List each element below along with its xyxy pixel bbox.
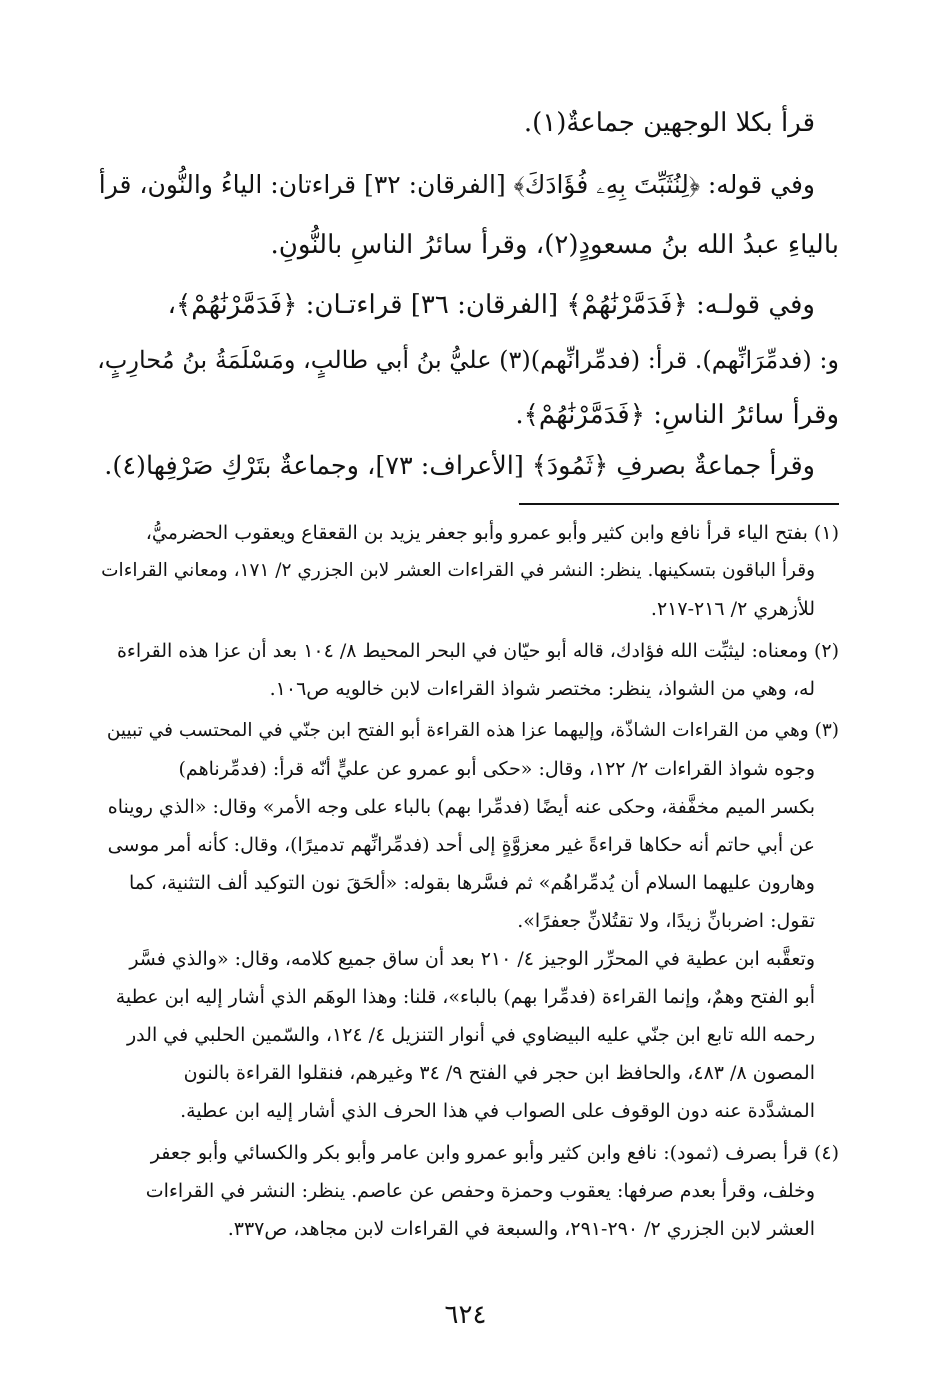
main-line: وقرأ جماعةٌ بصرفِ ﴿ثَمُودَ﴾ [الأعراف: ٧٣]، وجماعةٌ بتَرْكِ صَرْفِها(٤). <box>104 451 815 481</box>
footnote-line: (٣) وهي من القراءات الشاذّة، وإليهما عزا هذه القراءة أبو الفتح ابن جنّي في المحتسب في تبيين <box>106 720 839 741</box>
footnote-line: وتعقَّبه ابن عطية في المحرِّر الوجيز ٤/ ٢١٠ بعد أن ساق جميع كلامه، وقال: «والذي فسَّر <box>129 948 815 970</box>
footnote-line: العشر لابن الجزري ٢/ ٢٩٠-٢٩١، والسبعة في القراءات لابن مجاهد، ص٣٣٧. <box>227 1218 815 1240</box>
footnote-line: بكسر الميم مخفَّفة، وحكى عنه أيضًا (فدمِّرا بهم) بالباء على وجه الأمر» وقال: «الذي رويناه <box>107 796 815 818</box>
footnote-line: وهارون عليهما السلام أن يُدمِّراهُم» ثم فسَّرها بقوله: «ألحَقَ نون التوكيد ألف التثنية، كما <box>129 872 815 894</box>
main-line: وفي قولـه: ﴿فَدَمَّرْنَٰهُمْ﴾ [الفرقان: ٣٦] قراءتـان: ﴿فَدَمَّرْنَٰهُمْ﴾، <box>167 290 815 320</box>
footnote-separator <box>519 503 839 505</box>
footnote-line: له، وهي من الشواذ، ينظر: مختصر شواذ القراءات لابن خالويه ص١٠٦. <box>269 678 815 700</box>
footnote-line: عن أبي حاتم أنه حكاها قراءةً غير معزوَّةٍ إلى أحد (فدمِّرانِّهم تدميرًا)، وقال: كأنه أمر موسى <box>107 834 815 856</box>
footnote-line: (٤) قرأ بصرف (ثمود): نافع وابن كثير وأبو عمرو وابن عامر وأبو بكر والكسائي وأبو جعفر <box>150 1142 839 1164</box>
main-line: و: (فدمِّرَانِّهم). قرأ: (فدمِّرانِّهم)(٣) عليُّ بنُ أبي طالبٍ، ومَسْلَمَةُ بنُ مُحارِبٍ، <box>97 346 839 374</box>
page-number: ٦٢٤ <box>444 1300 487 1330</box>
footnote-line: (١) بفتح الياء قرأ نافع وابن كثير وأبو عمرو وأبو جعفر يزيد بن القعقاع ويعقوب الحضرميُّ، <box>145 522 839 544</box>
footnote-line: وجوه شواذ القراءات ٢/ ١٢٢، وقال: «حكى أبو عمرو عن عليٍّ أنّه قرأ: (فدمِّرناهم) <box>178 758 815 780</box>
footnote-line: وقرأ الباقون بتسكينها. ينظر: النشر في القراءات العشر لابن الجزري ٢/ ١٧١، ومعاني القراءات <box>101 560 815 581</box>
footnote-line: المصون ٨/ ٤٨٣، والحافظ ابن حجر في الفتح ٩/ ٣٤ وغيرهم، فنقلوا القراءة بالنون <box>183 1062 815 1084</box>
footnote-line: المشدَّدة عنه دون الوقوف على الصواب في هذا الحرف الذي أشار إليه ابن عطية. <box>180 1100 815 1122</box>
main-line: وفي قوله: ﴿لِنُثَبِّتَ بِهِۦ فُؤَادَكَ﴾ [الفرقان: ٣٢] قراءتان: الياءُ والنُّون، قرأ <box>98 170 815 199</box>
main-line: قرأ بكلا الوجهين جماعةٌ(١). <box>523 108 815 138</box>
main-line: بالياءِ عبدُ الله بنُ مسعودٍ(٢)، وقرأ سائرُ الناسِ بالنُّونِ. <box>270 230 839 260</box>
footnote-line: للأزهري ٢/ ٢١٦-٢١٧. <box>650 598 815 620</box>
footnote-line: (٢) ومعناه: ليثبِّت الله فؤادك، قاله أبو حيّان في البحر المحيط ٨/ ١٠٤ بعد أن عزا هذه القراءة <box>116 640 839 662</box>
footnote-line: تقول: اضربانِّ زيدًا، ولا تقتُلانِّ جعفرًا». <box>517 910 815 932</box>
footnote-line: أبو الفتح وهمٌ، وإنما القراءة (فدمِّرا بهم) بالباء»، قلنا: وهذا الوهَم الذي أشار إليه ابن عطية <box>115 986 815 1008</box>
main-line: وقرأ سائرُ الناسِ: ﴿فَدَمَّرْنَٰهُمْ﴾. <box>515 400 839 430</box>
footnote-line: رحمه الله تابع ابن جنّي عليه البيضاوي في أنوار التنزيل ٤/ ١٢٤، والسّمين الحلبي في الدر <box>127 1024 815 1046</box>
footnote-line: وخلف، وقرأ بعدم صرفها: يعقوب وحمزة وحفص عن عاصم. ينظر: النشر في القراءات <box>145 1180 815 1202</box>
